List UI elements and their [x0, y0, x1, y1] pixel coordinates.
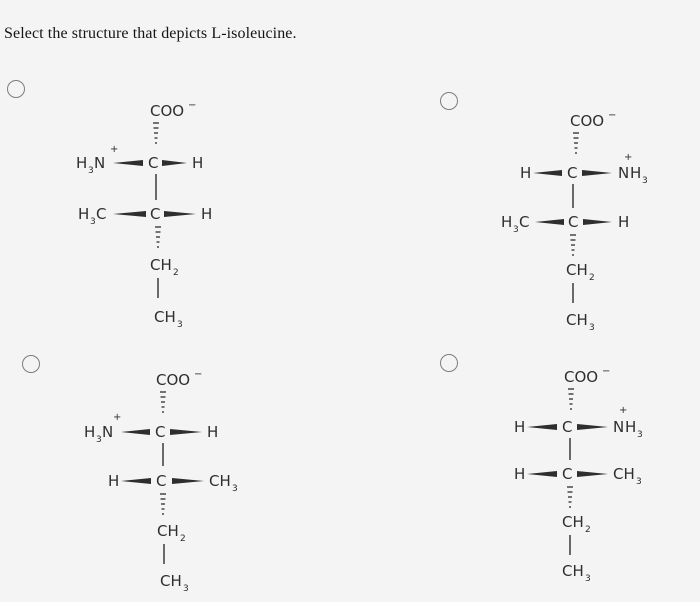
alpha-h-label: H	[514, 418, 526, 436]
methylene-subscript: 2	[180, 534, 186, 544]
beta-h-label: H	[514, 465, 526, 483]
amino-n-label: N	[94, 154, 106, 172]
amino-h-label: H	[630, 164, 642, 182]
methylene-label: CH	[157, 522, 179, 540]
amino-subscript: 3	[637, 430, 643, 440]
terminal-methyl-label: CH	[562, 562, 584, 580]
alpha-h-label: H	[192, 154, 204, 172]
beta-carbon-label: C	[562, 465, 573, 483]
amino-h-label: H	[84, 423, 96, 441]
alpha-carbon-label: C	[567, 164, 578, 182]
beta-h-label: H	[108, 472, 120, 490]
terminal-methyl-label: CH	[566, 311, 588, 329]
alpha-h-label: H	[520, 164, 532, 182]
methylene-subscript: 2	[589, 273, 595, 283]
hashed-bond	[567, 487, 573, 507]
positive-charge: +	[113, 412, 122, 423]
carboxylate-label: COO	[564, 368, 599, 386]
question-text: Select the structure that depicts L-isoleucine.	[4, 25, 297, 42]
methyl-label: CH	[209, 472, 231, 490]
wedge-bond	[577, 471, 608, 477]
positive-charge: +	[624, 152, 633, 163]
amino-n-label: N	[618, 164, 630, 182]
hashed-bond	[568, 389, 574, 409]
amino-subscript: 3	[96, 435, 102, 445]
alpha-carbon-label: C	[148, 154, 159, 172]
amino-subscript: 3	[642, 176, 648, 186]
methyl-subscript: 3	[513, 225, 519, 235]
amino-n-label: N	[613, 418, 625, 436]
terminal-methyl-subscript: 3	[177, 320, 183, 330]
alpha-carbon-label: C	[562, 418, 573, 436]
negative-charge: −	[602, 366, 611, 377]
negative-charge: −	[194, 369, 203, 380]
carboxylate-label: COO	[156, 371, 191, 389]
beta-h-label: H	[201, 205, 213, 223]
wedge-bond	[527, 471, 557, 477]
methylene-subscript: 2	[173, 268, 179, 278]
amino-h-label: H	[76, 154, 88, 172]
methylene-label: CH	[562, 513, 584, 531]
methyl-subscript: 3	[90, 217, 96, 227]
amino-n-label: N	[102, 423, 114, 441]
negative-charge: −	[188, 100, 197, 111]
beta-h-label: H	[618, 213, 630, 231]
alpha-h-label: H	[207, 423, 219, 441]
methyl-c-label: C	[519, 213, 530, 231]
methyl-subscript: 3	[232, 484, 238, 494]
carboxylate-label: COO	[150, 102, 185, 120]
methylene-label: CH	[566, 261, 588, 279]
methyl-c-label: C	[96, 205, 107, 223]
methyl-h-label: H	[78, 205, 90, 223]
terminal-methyl-label: CH	[160, 572, 182, 590]
methyl-subscript: 3	[636, 477, 642, 487]
beta-carbon-label: C	[156, 472, 167, 490]
positive-charge: +	[619, 405, 628, 416]
beta-carbon-label: C	[150, 205, 161, 223]
terminal-methyl-label: CH	[154, 308, 176, 326]
terminal-methyl-subscript: 3	[585, 574, 591, 584]
amino-subscript: 3	[88, 166, 94, 176]
wedge-bond	[527, 424, 557, 430]
positive-charge: +	[110, 144, 119, 155]
beta-carbon-label: C	[568, 213, 579, 231]
wedge-bond	[577, 424, 608, 430]
alpha-carbon-label: C	[155, 423, 166, 441]
terminal-methyl-subscript: 3	[589, 323, 595, 333]
methylene-label: CH	[150, 256, 172, 274]
terminal-methyl-subscript: 3	[183, 584, 189, 594]
methylene-subscript: 2	[585, 525, 591, 535]
negative-charge: −	[608, 110, 617, 121]
amino-h-label: H	[625, 418, 637, 436]
carboxylate-label: COO	[570, 112, 605, 130]
methyl-label: CH	[613, 465, 635, 483]
methyl-h-label: H	[501, 213, 513, 231]
